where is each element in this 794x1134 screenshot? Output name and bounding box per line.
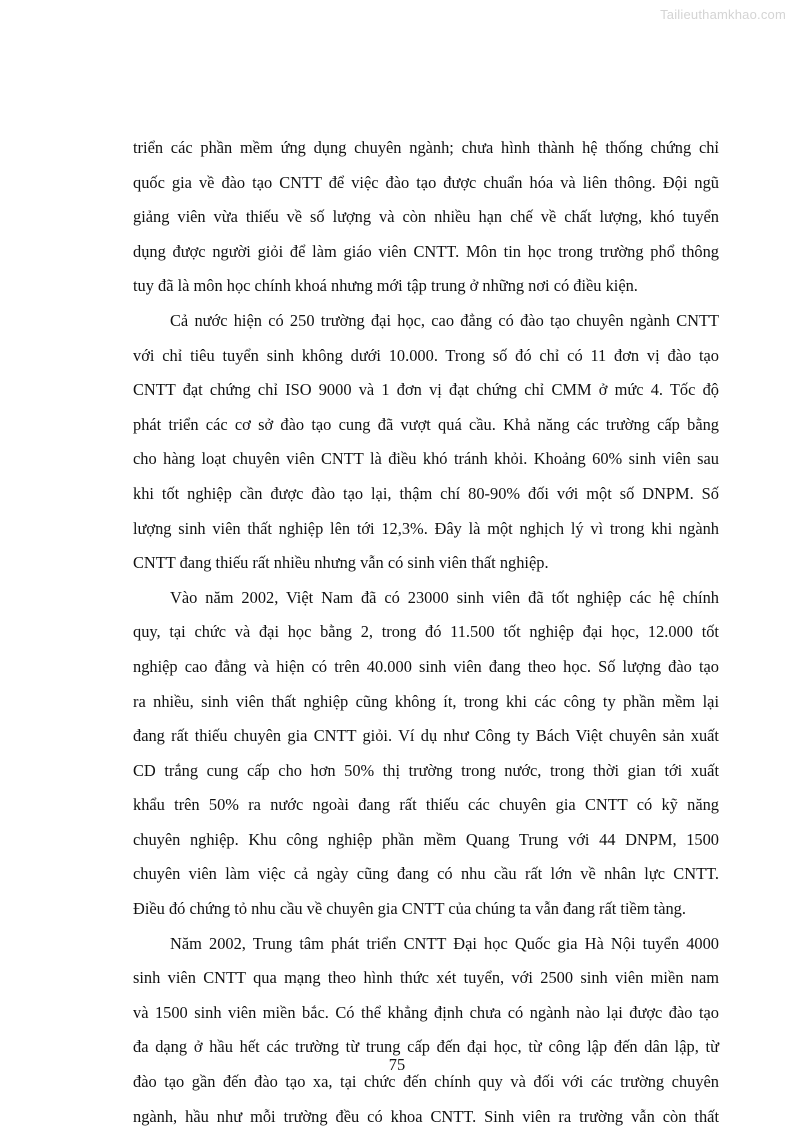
watermark: Tailieuthamkhao.com xyxy=(660,7,786,22)
text-line: sinh viên CNTT qua mạng theo hình thức xét tuyển, với 2500 sinh viên miền nam xyxy=(133,968,719,988)
text-line: phát triển các cơ sở đào tạo cung đã vượt quá cầu. Khả năng các trường cấp bằng xyxy=(133,414,719,434)
page-number: 75 xyxy=(388,1055,406,1074)
text-line: CD trắng cung cấp cho hơn 50% thị trường trong nước, trong thời gian tới xuất xyxy=(133,760,719,780)
text-line: giảng viên vừa thiếu về số lượng và còn nhiều hạn chế về chất lượng, khó tuyển xyxy=(133,207,719,227)
text-line: quốc gia về đào tạo CNTT để việc đào tạo được chuẩn hóa và liên thông. Đội ngũ xyxy=(133,172,719,192)
text-line: khẩu trên 50% ra nước ngoài đang rất thiếu các chuyên gia CNTT có kỹ năng xyxy=(133,795,719,815)
text-line: CNTT đang thiếu rất nhiều nhưng vẫn có sinh viên thất nghiệp. xyxy=(133,553,549,573)
paragraph xyxy=(133,131,719,304)
text-line: đào tạo gần đến đào tạo xa, tại chức đến chính quy và đối với các trường chuyên xyxy=(133,1072,719,1092)
text-line: tuy đã là môn học chính khoá nhưng mới tập trung ở những nơi có điều kiện. xyxy=(133,276,638,296)
text-line: cho hàng loạt chuyên viên CNTT là điều khó tránh khỏi. Khoảng 60% sinh viên sau xyxy=(133,449,719,469)
text-line: nghiệp cao đẳng và hiện có trên 40.000 sinh viên đang theo học. Số lượng đào tạo xyxy=(133,656,719,676)
text-line: chuyên nghiệp. Khu công nghiệp phần mềm Quang Trung với 44 DNPM, 1500 xyxy=(133,829,719,849)
paragraph xyxy=(133,304,719,581)
text-line: lượng sinh viên thất nghiệp lên tới 12,3%. Đây là một nghịch lý vì trong khi ngành xyxy=(133,518,719,538)
paragraph xyxy=(133,581,719,927)
text-line: quy, tại chức và đại học bằng 2, trong đó 11.500 tốt nghiệp đại học, 12.000 tốt xyxy=(133,622,719,642)
text-line: và 1500 sinh viên miền bắc. Có thể khẳng định chưa có ngành nào lại được đào tạo xyxy=(133,1002,719,1022)
body-text xyxy=(133,131,719,1134)
text-line: đang rất thiếu chuyên gia CNTT giỏi. Ví dụ như Công ty Bách Việt chuyên sản xuất xyxy=(133,726,719,746)
text-line: dụng được người giỏi để làm giáo viên CNTT. Môn tin học trong trường phổ thông xyxy=(133,241,719,261)
text-line: đa dạng ở hầu hết các trường từ trung cấp đến đại học, từ công lập đến dân lập, từ xyxy=(133,1037,719,1057)
text-line: ra nhiều, sinh viên thất nghiệp cũng không ít, trong khi các công ty phần mềm lại xyxy=(133,691,719,711)
text-line: chuyên viên làm việc cả ngày cũng đang có nhu cầu rất lớn về nhân lực CNTT. xyxy=(133,864,719,884)
text-line: ngành, hầu như mỗi trường đều có khoa CNTT. Sinh viên ra trường vẫn còn thất xyxy=(133,1106,719,1126)
text-line: Vào năm 2002, Việt Nam đã có 23000 sinh viên đã tốt nghiệp các hệ chính xyxy=(170,587,719,607)
text-line: CNTT đạt chứng chỉ ISO 9000 và 1 đơn vị đạt chứng chỉ CMM ở mức 4. Tốc độ xyxy=(133,380,719,400)
text-line: Năm 2002, Trung tâm phát triển CNTT Đại học Quốc gia Hà Nội tuyển 4000 xyxy=(170,933,719,953)
text-line: khi tốt nghiệp cần được đào tạo lại, thậm chí 80-90% đối với một số DNPM. Số xyxy=(133,483,719,503)
paragraph xyxy=(133,927,719,1134)
text-line: triển các phần mềm ứng dụng chuyên ngành; chưa hình thành hệ thống chứng chỉ xyxy=(133,138,719,157)
text-line: Cả nước hiện có 250 trường đại học, cao đẳng có đào tạo chuyên ngành CNTT xyxy=(170,310,719,330)
text-line: Điều đó chứng tỏ nhu cầu về chuyên gia CNTT của chúng ta vẫn đang rất tiềm tàng. xyxy=(133,899,686,919)
text-line: với chỉ tiêu tuyển sinh không dưới 10.000. Trong số đó chỉ có 11 đơn vị đào tạo xyxy=(133,345,719,365)
